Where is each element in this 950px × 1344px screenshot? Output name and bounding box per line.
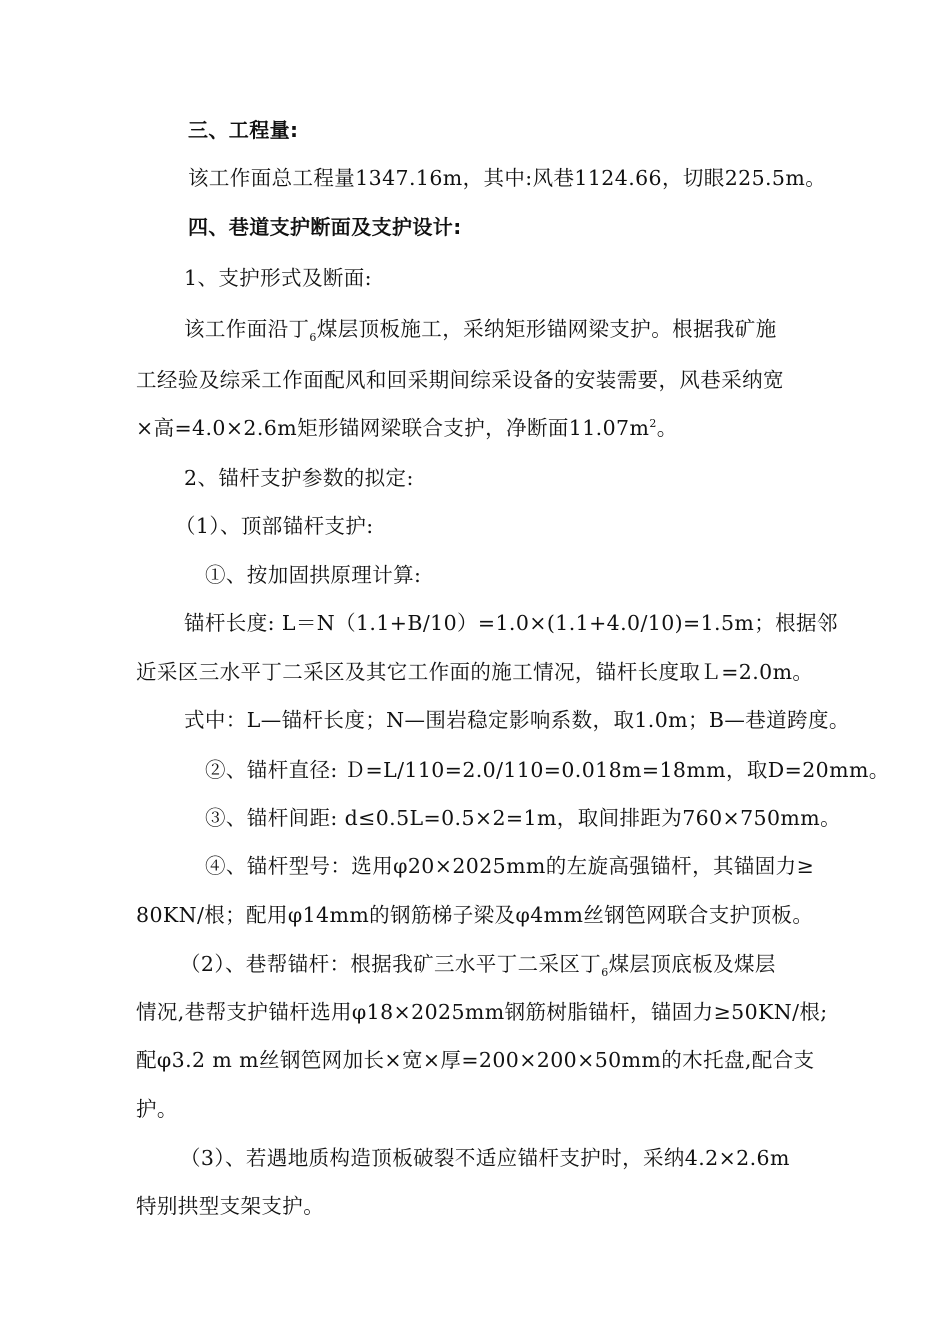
sub-1-model-line-1: ④、锚杆型号：选用φ20×2025mm的左旋高强锚杆，其锚固力≥ <box>205 854 815 878</box>
sub-3-line-2: 特别拱型支架支护。 <box>136 1194 325 1218</box>
sub-1-length-line-1: 锚杆长度: L＝N（1.1+B/10）=1.0×(1.1+4.0/10)=1.5m；根据邻 <box>184 611 838 635</box>
item-1-p3-superscript: 2 <box>649 417 657 430</box>
sub-1-spacing: ③、锚杆间距: d≤0.5L=0.5×2=1m，取间排距为760×750mm。 <box>205 806 842 830</box>
sub-2-line-3: 配φ3.2 m m丝钢笆网加长×宽×厚=200×200×50mm的木托盘,配合支 <box>136 1048 815 1072</box>
sub-1-formula-note: 式中：L—锚杆长度；N—围岩稳定影响系数，取1.0m；B—巷道跨度。 <box>184 708 850 732</box>
item-1-paragraph-line-3 <box>136 414 950 446</box>
sub-1-model-line-2: 80KN/根；配用φ14mm的钢筋梯子梁及φ4mm丝钢笆网联合支护顶板。 <box>136 903 814 927</box>
item-1-title: 1、支护形式及断面: <box>184 266 372 290</box>
section-3-text: 该工作面总工程量1347.16m，其中:风巷1124.66，切眼225.5m。 <box>188 166 827 190</box>
sub-3-line-1: （3）、若遇地质构造顶板破裂不适应锚杆支护时，采纳4.2×2.6m <box>180 1146 790 1170</box>
sub-2-line-1 <box>180 950 950 982</box>
item-1-p1-text-b: 煤层顶板施工，采纳矩形锚网梁支护。根据我矿施 <box>316 317 777 341</box>
sub-1-title: （1）、顶部锚杆支护: <box>175 514 374 538</box>
item-1-paragraph-line-1 <box>184 315 950 347</box>
sub-1-length-line-2: 近采区三水平丁二采区及其它工作面的施工情况，锚杆长度取Ｌ=2.0m。 <box>136 660 814 684</box>
item-1-paragraph-line-2: 工经验及综采工作面配风和回采期间综采设备的安装需要，风巷采纳宽 <box>136 368 784 392</box>
sub-1-calc-title: ①、按加固拱原理计算: <box>205 563 422 587</box>
item-2-title: 2、锚杆支护参数的拟定: <box>184 466 414 490</box>
item-1-p1-text-a: 该工作面沿丁 <box>184 317 310 341</box>
sub-2-line-4: 护。 <box>136 1097 178 1121</box>
sub-2-l1-text-b: 煤层顶底板及煤层 <box>608 952 776 976</box>
item-1-p3-text-b: 。 <box>656 416 678 440</box>
section-3-heading: 三、工程量: <box>188 118 299 142</box>
sub-2-l1-subscript: 6 <box>601 966 609 979</box>
section-4-heading: 四、巷道支护断面及支护设计: <box>188 215 462 239</box>
sub-1-diameter: ②、锚杆直径: Ｄ=L/110=2.0/110=0.018m=18mm，取D=20mm。 <box>205 758 890 782</box>
sub-2-l1-text-a: （2）、巷帮锚杆：根据我矿三水平丁二采区丁 <box>180 952 602 976</box>
item-1-p3-text-a: ×高=4.0×2.6m矩形锚网梁联合支护，净断面11.07m <box>136 416 650 440</box>
item-1-p1-subscript: 6 <box>309 331 317 344</box>
sub-2-line-2: 情况,巷帮支护锚杆选用φ18×2025mm钢筋树脂锚杆，锚固力≥50KN/根; <box>136 1000 828 1024</box>
